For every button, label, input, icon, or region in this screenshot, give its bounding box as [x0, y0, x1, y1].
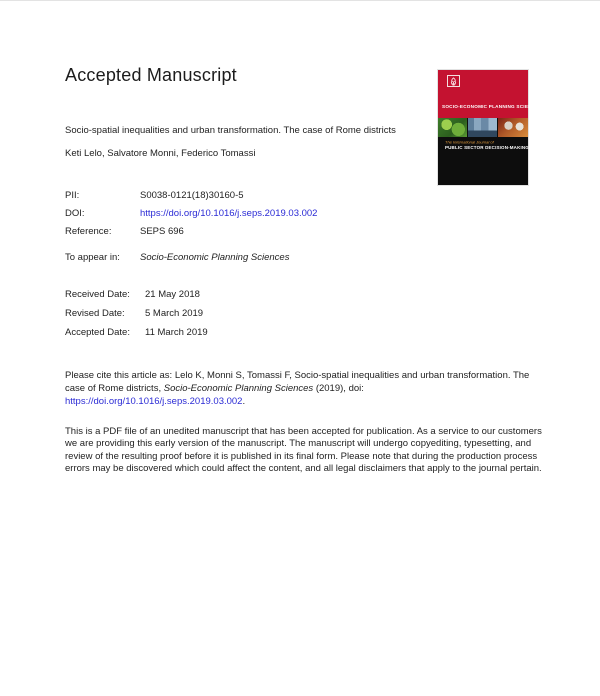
to-appear-journal: Socio-Economic Planning Sciences — [140, 252, 290, 263]
citation-text-middle: (2019), doi: — [313, 383, 364, 395]
pii-row — [65, 190, 244, 201]
elsevier-logo-icon — [447, 75, 460, 87]
citation-paragraph — [65, 369, 539, 409]
received-date-row — [65, 289, 200, 300]
doi-row — [65, 208, 317, 219]
citation-journal-name: Socio-Economic Planning Sciences — [163, 383, 314, 395]
doi-label: DOI: — [65, 208, 85, 219]
article-authors: Keti Lelo, Salvatore Monni, Federico Tomassi — [65, 148, 256, 159]
doi-link[interactable]: https://doi.org/10.1016/j.seps.2019.03.002 — [140, 208, 318, 219]
citation-text-suffix: . — [242, 396, 246, 408]
cover-photo-people — [498, 118, 528, 137]
article-title: Socio-spatial inequalities and urban transformation. The case of Rome districts — [65, 125, 396, 136]
accepted-date-row — [65, 327, 208, 338]
received-date-value: 21 May 2018 — [145, 289, 200, 300]
cover-photo-city — [468, 118, 498, 137]
to-appear-row — [65, 252, 289, 263]
pii-value: S0038-0121(18)30160-5 — [140, 190, 244, 201]
cover-red-band — [438, 70, 542, 118]
citation-text-prefix: Please cite this article as: Lelo K, Monni S, Tomassi F, Socio-spatial inequalities and urban transformation. The case of Rome districts, — [65, 370, 530, 395]
elsevier-tree-icon — [449, 77, 458, 86]
citation-doi-link[interactable]: https://doi.org/10.1016/j.seps.2019.03.002 — [65, 396, 243, 408]
cover-subtitle-line2: PUBLIC SECTOR DECISION-MAKING — [445, 145, 529, 151]
page-title: Accepted Manuscript — [65, 65, 237, 85]
cover-subtitle-line1: The International Journal of — [445, 140, 494, 145]
accepted-date-value: 11 March 2019 — [145, 327, 208, 338]
revised-date-row — [65, 308, 203, 319]
reference-row — [65, 226, 184, 237]
reference-label: Reference: — [65, 226, 112, 237]
revised-date-value: 5 March 2019 — [145, 308, 204, 319]
reference-value: SEPS 696 — [140, 226, 184, 237]
pii-label: PII: — [65, 190, 80, 201]
disclaimer-paragraph: This is a PDF file of an unedited manuscript that has been accepted for publication. As a service to our customers we are providing this early version of the manuscript. The manuscript will undergo copyediting, typesetting, and review of the resulting proof before it is published in its final form. Please note that during the production process errors may be discovered which could affect the content, and all legal disclaimers that apply to the journal pertain. — [65, 426, 542, 475]
accepted-date-label: Accepted Date: — [65, 327, 130, 338]
to-appear-label: To appear in: — [65, 252, 120, 263]
cover-journal-title: SOCIO-ECONOMIC PLANNING SCIENCES — [442, 104, 542, 110]
received-date-label: Received Date: — [65, 289, 130, 300]
revised-date-label: Revised Date: — [65, 308, 125, 319]
